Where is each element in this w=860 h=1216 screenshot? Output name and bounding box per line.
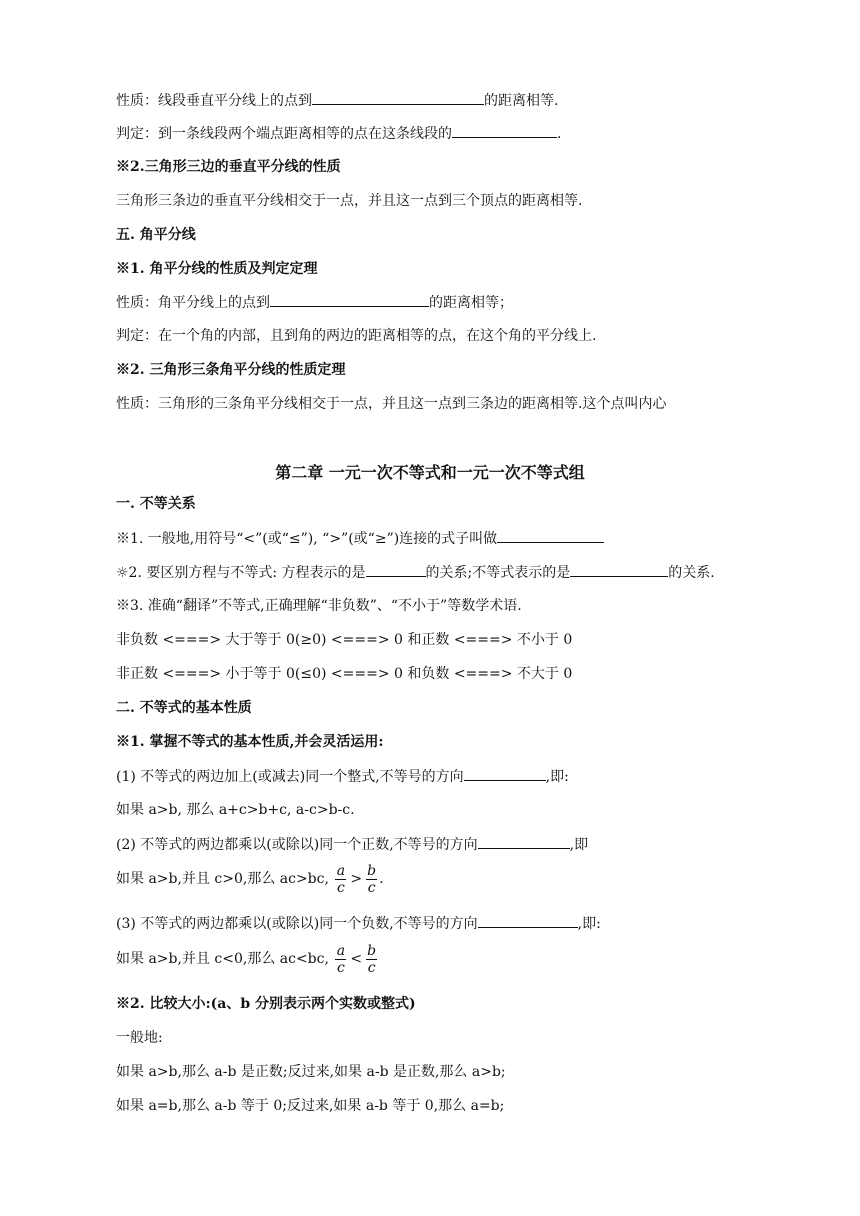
text: (1) 不等式的两边加上(或减去)同一个整式,不等号的方向 [116, 769, 464, 785]
denominator: c [367, 959, 376, 976]
section-heading: 二. 不等式的基本性质 [116, 700, 252, 716]
text: ※1. 一般地,用符号“<”(或“≤”), “>”(或“≥”)连接的式子叫做 [116, 531, 498, 547]
property-3 [116, 913, 601, 934]
fill-blank[interactable] [478, 913, 578, 928]
text: ,即: [577, 916, 601, 932]
section-heading: 五. 角平分线 [116, 227, 196, 243]
paragraph: 三角形三条边的垂直平分线相交于一点，并且这一点到三个顶点的距离相等. [116, 193, 583, 209]
paragraph: 非正数 <===> 小于等于 0(≤0) <===> 0 和负数 <===> 不大于 0 [116, 666, 573, 682]
fill-blank[interactable] [464, 766, 546, 781]
text: ,即 [569, 837, 589, 853]
text: 性质：线段垂直平分线上的点到 [116, 93, 312, 109]
numerator: a [336, 942, 346, 959]
section-heading: ※1. 角平分线的性质及判定定理 [116, 261, 318, 277]
section-heading: ※1. 掌握不等式的基本性质,并会灵活运用: [116, 734, 384, 750]
numerator: b [367, 862, 377, 879]
fill-blank[interactable] [570, 562, 668, 577]
paragraph: 如果 a=b,那么 a-b 等于 0;反过来,如果 a-b 等于 0,那么 a=b; [116, 1098, 505, 1114]
denominator: c [336, 879, 345, 896]
perpendicular-bisector-property [116, 90, 558, 111]
paragraph: 一般地: [116, 1030, 163, 1046]
denominator: c [367, 879, 376, 896]
fill-blank[interactable] [270, 292, 429, 307]
property-2-formula [116, 860, 384, 898]
text: 判定：到一条线段两个端点距离相等的点在这条线段的 [116, 126, 452, 142]
denominator: c [336, 959, 345, 976]
angle-bisector-property [116, 292, 513, 313]
property-3-formula [116, 940, 379, 978]
paragraph: 非负数 <===> 大于等于 0(≥0) <===> 0 和正数 <===> 不小于 0 [116, 632, 573, 648]
fraction-b-over-c [366, 863, 377, 896]
text: ,即: [545, 769, 569, 785]
fill-blank[interactable] [478, 834, 570, 849]
text: 的关系;不等式表示的是 [425, 565, 571, 581]
section-heading: ※2. 比较大小:(a、b 分别表示两个实数或整式) [116, 996, 416, 1012]
fraction-a-over-c [335, 863, 346, 896]
text: 的关系. [668, 565, 715, 581]
property-2 [116, 834, 588, 855]
fraction-a-over-c [335, 943, 346, 976]
text: 的距离相等； [429, 295, 513, 311]
text: 如果 a>b,并且 c<0,那么 ac<bc, [116, 951, 329, 967]
text: 如果 a>b,并且 c>0,那么 ac>bc, [116, 871, 329, 887]
section-heading: ※2. 三角形三条角平分线的性质定理 [116, 362, 346, 378]
text: 的距离相等. [484, 93, 559, 109]
text: ☼2. 要区别方程与不等式: 方程表示的是 [116, 565, 366, 581]
section-heading: ※2.三角形三边的垂直平分线的性质 [116, 159, 341, 175]
text: (3) 不等式的两边都乘以(或除以)同一个负数,不等号的方向 [116, 916, 478, 932]
fraction-b-over-c [366, 943, 377, 976]
paragraph: 如果 a>b,那么 a-b 是正数;反过来,如果 a-b 是正数,那么 a>b; [116, 1064, 506, 1080]
property-1 [116, 766, 569, 787]
inequality-definition [116, 528, 604, 549]
text: . [557, 126, 562, 142]
text: (2) 不等式的两边都乘以(或除以)同一个正数,不等号的方向 [116, 837, 478, 853]
fill-blank[interactable] [452, 123, 557, 138]
inequality-sign: < [350, 951, 363, 967]
fill-blank[interactable] [366, 562, 426, 577]
inequality-sign: > [350, 871, 363, 887]
equation-vs-inequality [116, 562, 715, 583]
fill-blank[interactable] [497, 528, 604, 543]
paragraph: 判定：在一个角的内部，且到角的两边的距离相等的点，在这个角的平分线上. [116, 328, 597, 344]
fill-blank[interactable] [312, 90, 484, 105]
text: . [379, 871, 384, 887]
numerator: b [367, 942, 377, 959]
section-heading: 一. 不等关系 [116, 496, 196, 512]
paragraph: 如果 a>b, 那么 a+c>b+c, a-c>b-c. [116, 802, 355, 818]
paragraph: ※3. 准确“翻译”不等式,正确理解“非负数”、“不小于”等数学术语. [116, 598, 522, 614]
perpendicular-bisector-criterion [116, 123, 561, 144]
chapter-title: 第二章 一元一次不等式和一元一次不等式组 [275, 463, 585, 482]
text: 性质：角平分线上的点到 [116, 295, 270, 311]
paragraph: 性质：三角形的三条角平分线相交于一点，并且这一点到三条边的距离相等.这个点叫内心 [116, 396, 667, 412]
numerator: a [336, 862, 346, 879]
